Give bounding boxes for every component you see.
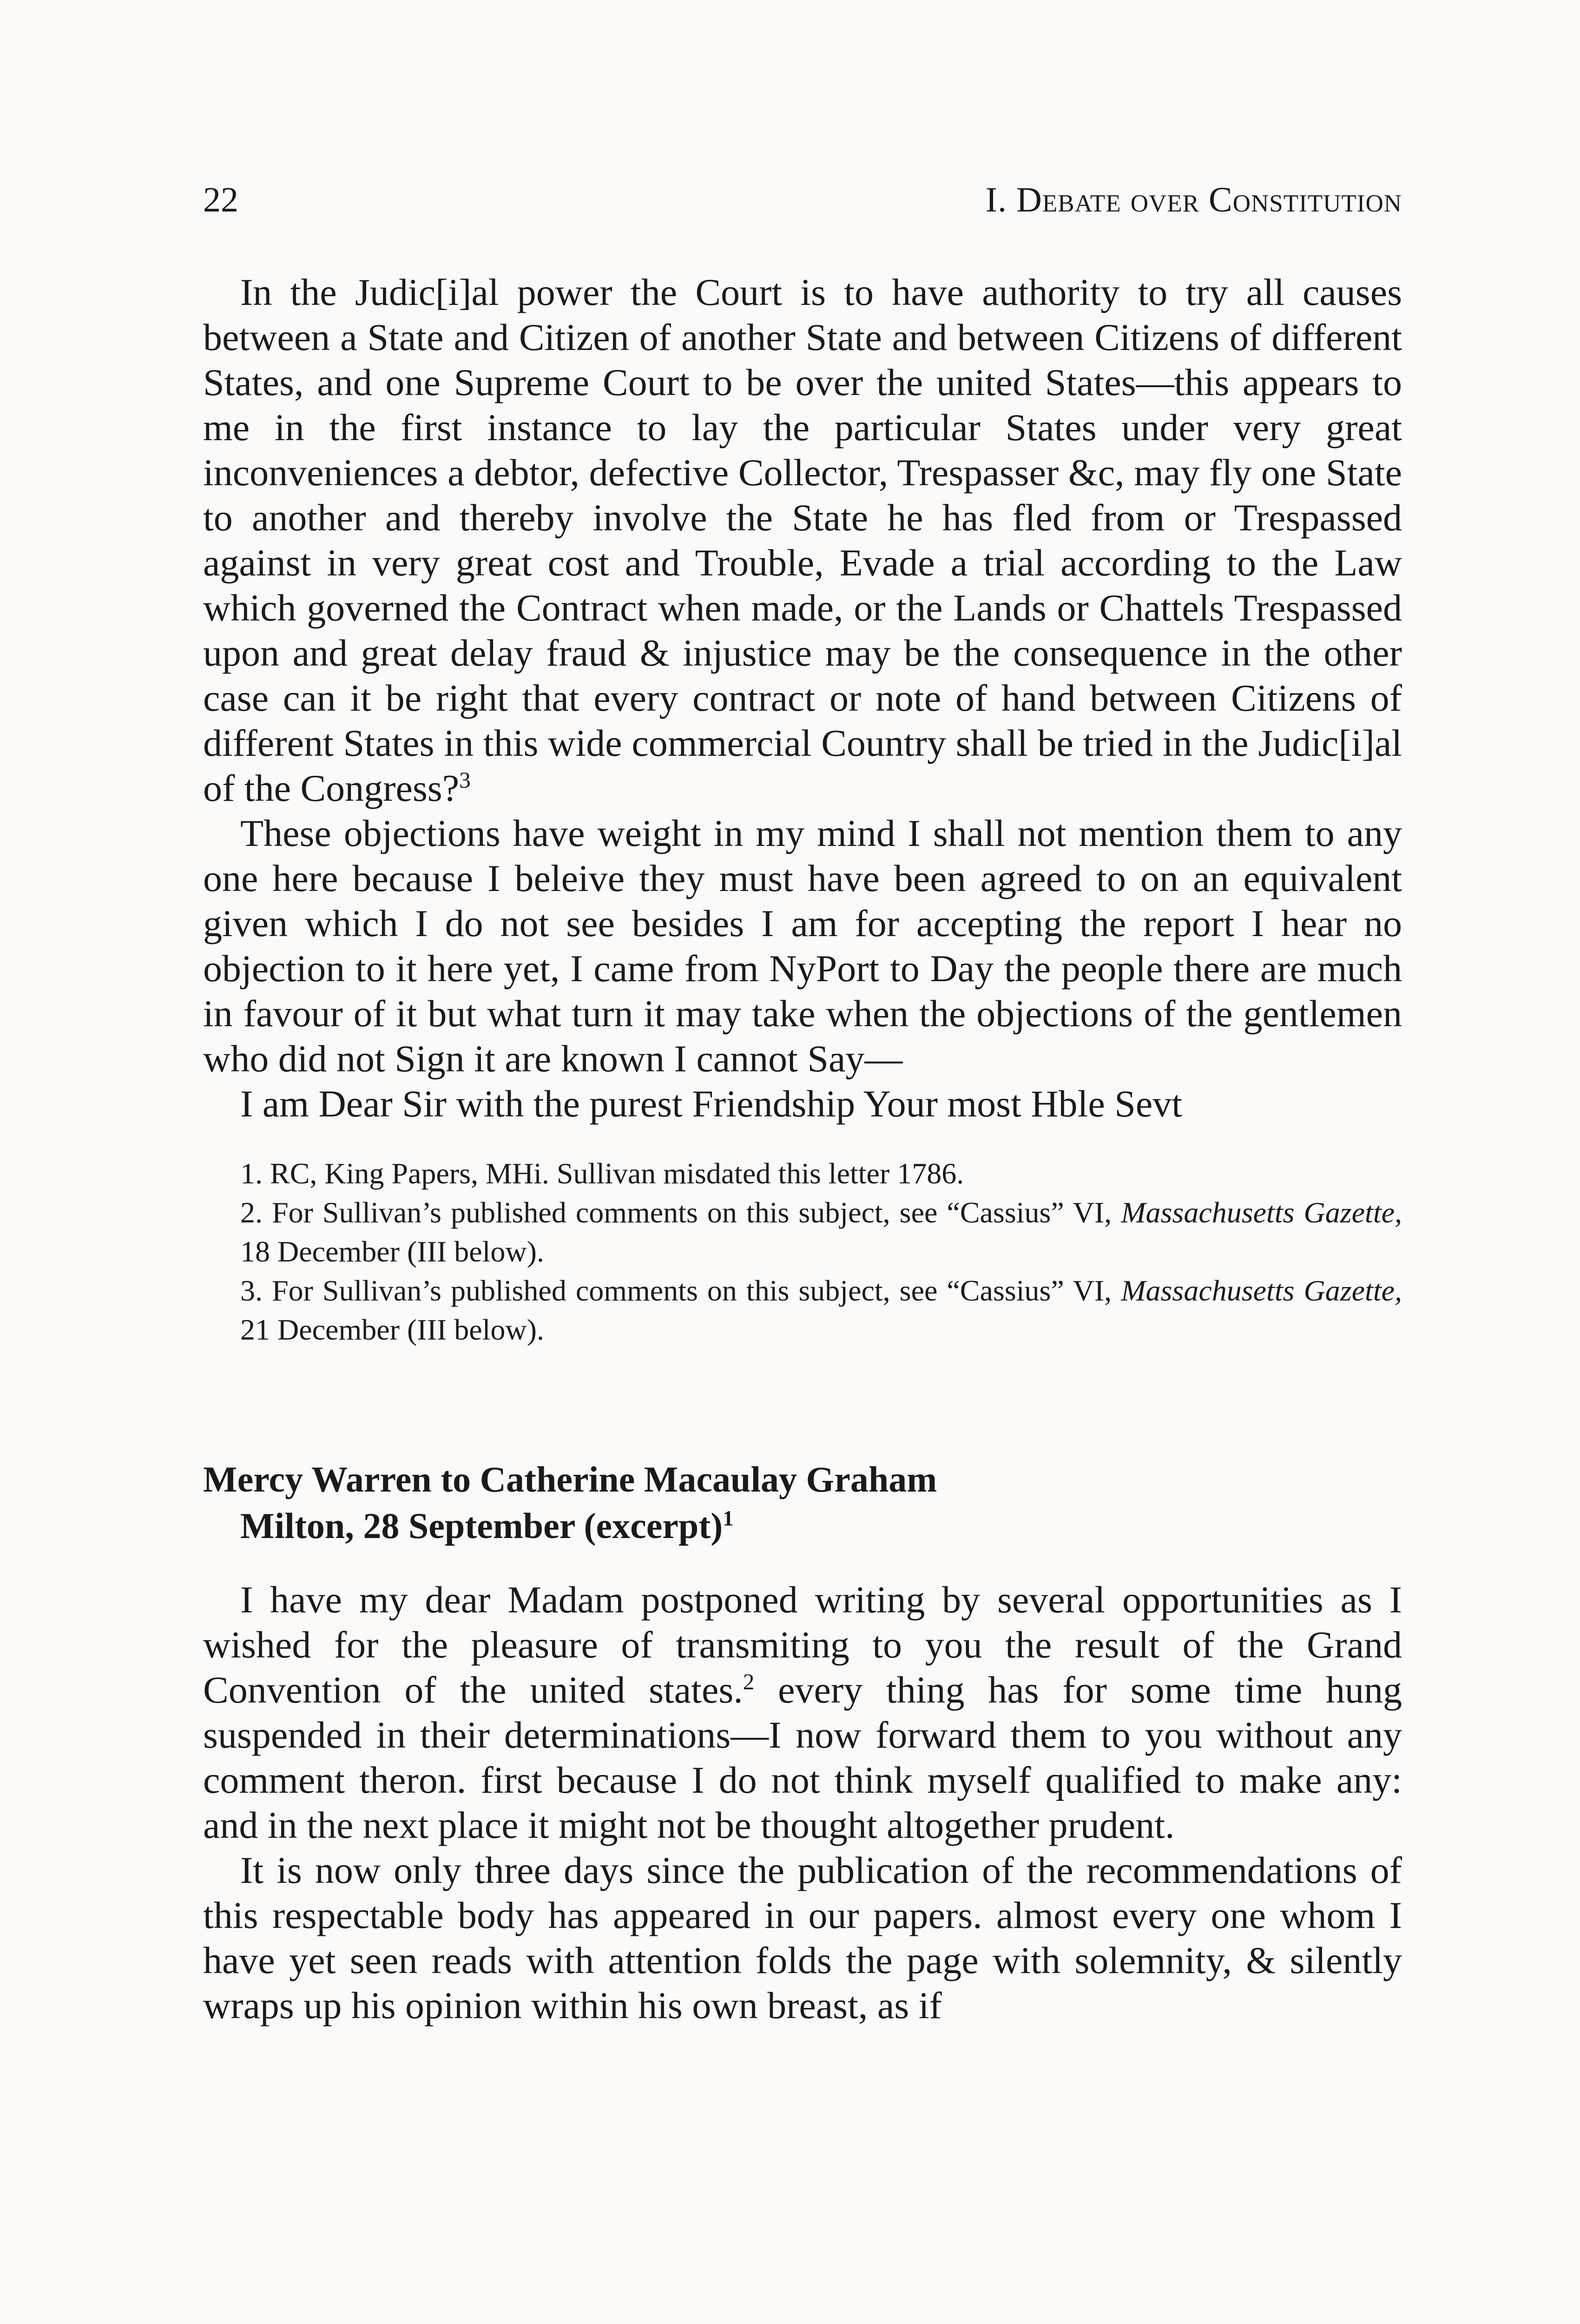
running-head: [203, 177, 1402, 223]
note-2-post: 18 December (III below).: [240, 1235, 544, 1268]
letter1-paragraph-1-text: In the Judic[i]al power the Court is to have authority to try all causes between a State and Citizen of another State and between Citizens of different States, and one Supreme Court to be over the united States—this appears to me in the first instance to lay the particular States under very great inconveniences a debtor, defective Collector, Trespasser &c, may fly one State to another and thereby involve the State he has fled from or Trespassed against in very great cost and Trouble, Evade a trial according to the Law which governed the Contract when made, or the Lands or Chattels Trespassed upon and great delay fraud & injustice may be the consequence in the other case can it be right that every contract or note of hand between Citizens of different States in this wide commercial Country shall be tried in the Judic[i]al of the Congress?: [203, 271, 1402, 809]
letter2-paragraph-2: It is now only three days since the publication of the recommendations of this respectable body has appeared in our papers. almost every one whom I have yet seen reads with attention folds the page with solemnity, & silently wraps up his opinion within his own breast, as if: [203, 1849, 1402, 2027]
note-3-post: 21 December (III below).: [240, 1313, 544, 1346]
note-1: 1. RC, King Papers, MHi. Sullivan misdated this letter 1786.: [240, 1157, 964, 1190]
letter1-closing: I am Dear Sir with the purest Friendship Your most Hble Sevt: [240, 1083, 1183, 1125]
letter1-paragraph-2: These objections have weight in my mind I shall not mention them to any one here because I beleive they must have been agreed to on an equivalent given which I do not see besides I am for accepting the report I hear no objection to it here yet, I came from NyPort to Day the people there are much in favour of it but what turn it may take when the objections of the gentlemen who did not Sign it are known I cannot Say—: [203, 812, 1402, 1080]
note-3: [203, 1271, 1402, 1349]
letter2-heading: [203, 1456, 1402, 1549]
letter2-heading-line1: Mercy Warren to Catherine Macaulay Graham: [203, 1459, 937, 1499]
letter2-heading-line2-text: Milton, 28 September (excerpt): [240, 1505, 723, 1546]
letter2-paragraph-1: [203, 1577, 1402, 1848]
note-2-source: Massachusetts Gazette,: [1121, 1196, 1402, 1229]
page-number: 22: [203, 180, 238, 219]
letter2-note-ref-2: 2: [743, 1669, 755, 1695]
letter2-heading-line2: [203, 1503, 1402, 1549]
note-ref-3: 3: [459, 767, 471, 793]
letter2-paragraph-1-b: every thing has for some time hung suspended in their determinations—I now forward them to you without any comment theron. first because I do not think myself qualified to make any: and in the next place it might not be thought altogether prudent.: [203, 1669, 1402, 1846]
letter1-paragraph-1: [203, 270, 1402, 811]
letter2-body: [203, 1577, 1402, 2028]
heading-note-ref: 1: [723, 1506, 734, 1531]
letter1-notes: [203, 1154, 1402, 1349]
note-3-source: Massachusetts Gazette,: [1121, 1274, 1402, 1307]
note-3-pre: 3. For Sullivan’s published comments on this subject, see “Cassius” VI,: [240, 1274, 1121, 1307]
document-page: [203, 177, 1402, 2028]
note-2: [203, 1193, 1402, 1271]
note-2-pre: 2. For Sullivan’s published comments on this subject, see “Cassius” VI,: [240, 1196, 1121, 1229]
letter2-paragraph-1-a: I have my dear Madam postponed writing by several opportunities as I wished for the pleasure of transmiting to you the result of the Grand Convention of the united states.: [203, 1578, 1402, 1711]
running-title: I. Debate over Constitution: [985, 180, 1402, 219]
